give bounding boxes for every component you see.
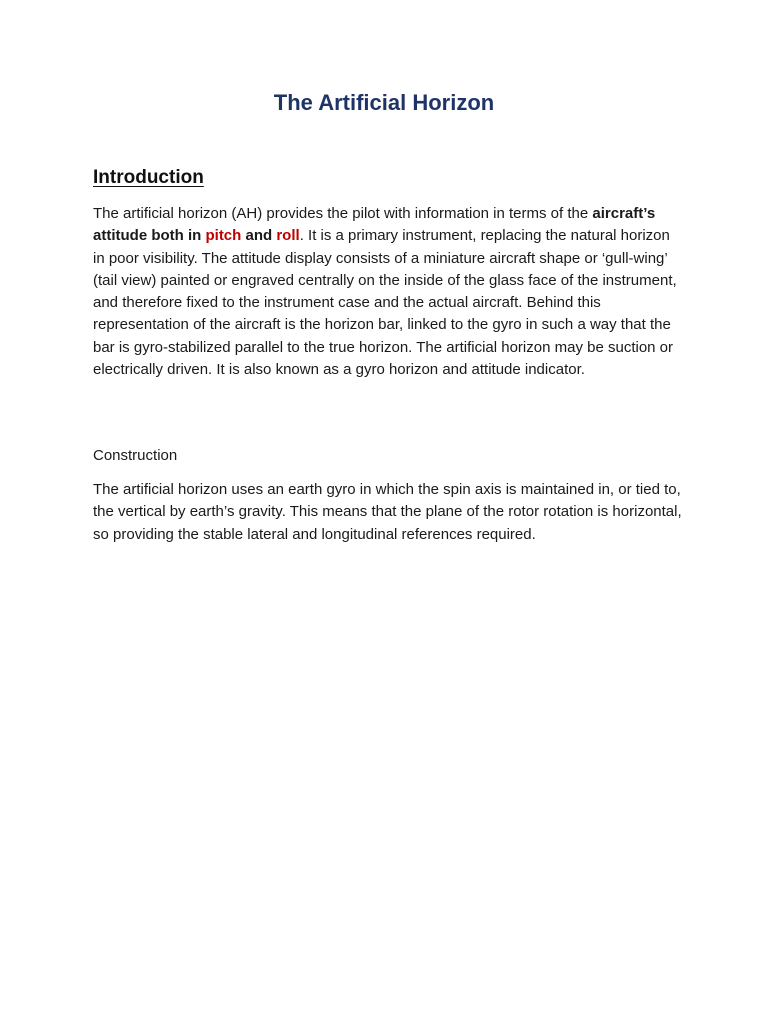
- intro-bold-phrase: aircraft’s attitude both in: [93, 205, 656, 245]
- introduction-paragraph: [93, 203, 683, 381]
- construction-paragraph: The artificial horizon uses an earth gyro in which the spin axis is maintained in, or tied to, the vertical by earth’s gravity. This means that the plane of the rotor rotation is horizontal, so providing the stable lateral and longitudinal references required.: [93, 481, 682, 543]
- intro-text-rest: . It is a primary instrument, replacing the natural horizon in poor visibility. The attitude display consists of a miniature aircraft shape or ‘gull-wing’ (tail view) painted or engraved centrally on the inside of the glass face of the instrument, and therefore fixed to the instrument case and the actual aircraft. Behind this representation of the aircraft is the horizon bar, linked to the gyro in such a way that the bar is gyro-stabilized parallel to the true horizon. The artificial horizon may be suction or electrically driven. It is also known as a gyro horizon and attitude indicator.: [93, 227, 677, 379]
- pitch-emphasis: pitch: [205, 227, 242, 245]
- construction-heading: Construction: [93, 447, 178, 464]
- roll-emphasis: roll: [276, 227, 300, 245]
- intro-text-start: The artificial horizon (AH) provides the pilot with information in terms of the: [93, 205, 593, 222]
- introduction-heading: Introduction: [93, 167, 204, 188]
- intro-bold-and: and: [241, 227, 277, 245]
- page-title: The Artificial Horizon: [273, 90, 495, 115]
